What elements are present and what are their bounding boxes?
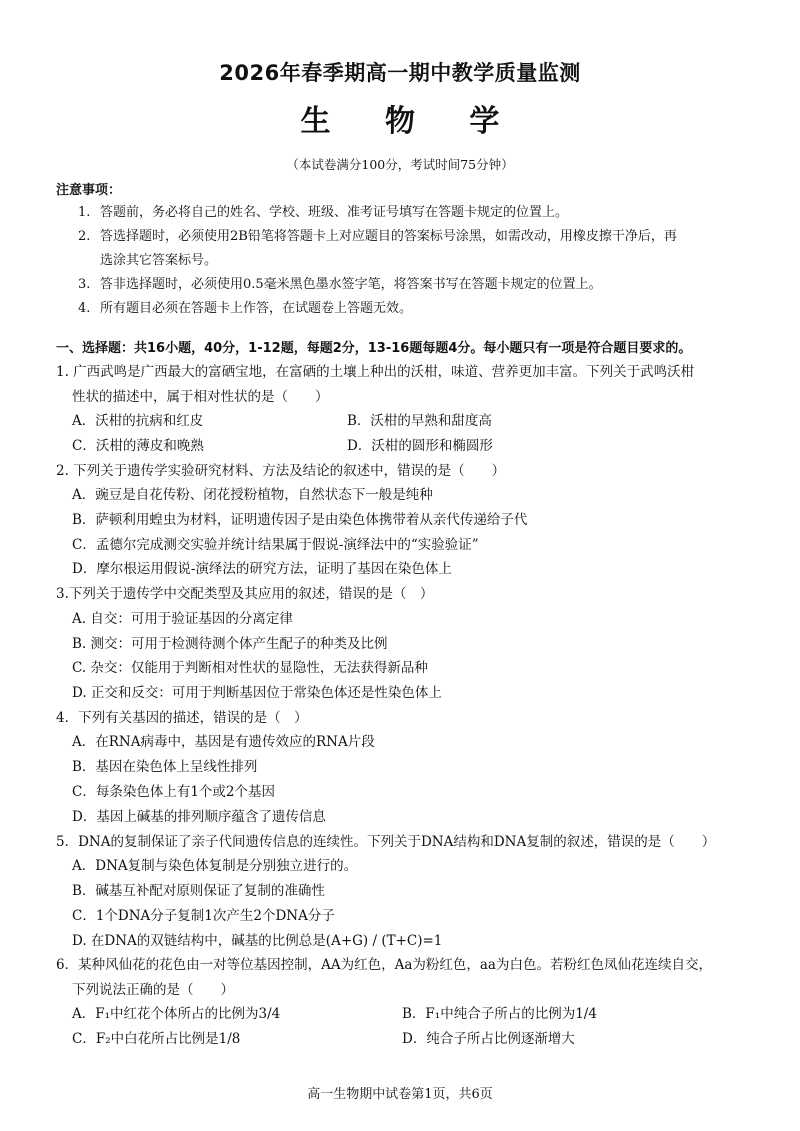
notes-section <box>56 181 756 321</box>
option-row <box>56 656 756 681</box>
option-d: D. 在DNA的双链结构中，碱基的比例总是(A+G) / (T+C)=1 <box>72 932 443 949</box>
option-row <box>56 681 756 706</box>
note-item <box>56 297 756 321</box>
option-a: A．F₁中红花个体所占的比例为3/4 <box>72 1006 281 1023</box>
option-c: C．沃柑的薄皮和晚熟 <box>72 437 204 454</box>
option-b: B．沃柑的早熟和甜度高 <box>347 413 492 429</box>
option-row <box>56 483 756 508</box>
exam-header <box>0 58 800 174</box>
option-c: C．每条染色体上有1个或2个基因 <box>72 784 276 801</box>
option-c: C．1个DNA分子复制1次产生2个DNA分子 <box>72 907 335 924</box>
question-6 <box>56 953 756 1052</box>
option-b: B. 测交：可用于检测待测个体产生配子的种类及比例 <box>72 635 388 652</box>
option-a: A．豌豆是自花传粉、闭花授粉植物，自然状态下一般是纯种 <box>72 487 433 504</box>
question-stem: 2. 下列关于遗传学实验研究材料、方法及结论的叙述中，错误的是（ ） <box>56 462 506 479</box>
note-item <box>56 273 756 297</box>
note-text: 答题前，务必将自己的姓名、学校、班级、准考证号填写在答题卡规定的位置上。 <box>100 205 569 220</box>
note-number: 1. <box>78 205 91 220</box>
option-d: D．纯合子所占比例逐渐增大 <box>402 1031 575 1048</box>
option-d: D．基因上碱基的排列顺序蕴含了遗传信息 <box>72 808 326 825</box>
option-row <box>56 632 756 657</box>
option-row <box>56 533 756 558</box>
notes-title: 注意事项： <box>56 183 122 198</box>
note-number: 4. <box>78 301 91 316</box>
option-row <box>56 557 756 582</box>
section-heading: 一、选择题：共16小题，40分，1-12题，每题2分，13-16题每题4分。每小题只有一项是符合题目要求的。 <box>56 341 692 356</box>
option-c: C. 杂交：仅能用于判断相对性状的显隐性，无法获得新品种 <box>72 660 428 677</box>
question-stem <box>56 953 756 1002</box>
question-stem: 3.下列关于遗传学中交配类型及其应用的叙述，错误的是（ ） <box>56 586 434 603</box>
option-a: A．DNA复制与染色体复制是分别独立进行的。 <box>72 858 358 875</box>
note-text-line: 答选择题时，必须使用2B铅笔将答题卡上对应题目的答案标号涂黑，如需改动，用橡皮擦干净后，再 <box>100 229 677 244</box>
question-5 <box>56 830 756 954</box>
question-stem <box>56 360 756 409</box>
question-4 <box>56 706 756 830</box>
note-item <box>56 225 756 273</box>
option-row <box>56 780 756 805</box>
question-stem-line: 下列说法正确的是（ ） <box>72 981 234 998</box>
question-stem-line: 性状的描述中，属于相对性状的是（ ） <box>72 388 329 405</box>
note-text: 答非选择题时，必须使用0.5毫米黑色墨水签字笔，将答案书写在答题卡规定的位置上。 <box>100 277 602 292</box>
option-row <box>56 755 756 780</box>
question-stem-line: 1. 广西武鸣是广西最大的富硒宝地，在富硒的土壤上种出的沃柑，味道、营养更加丰富。下列关于武鸣沃柑 <box>56 364 695 380</box>
note-item <box>56 201 756 225</box>
option-d: D. 正交和反交：可用于判断基因位于常染色体还是性染色体上 <box>72 685 442 702</box>
option-d: D．摩尔根运用假说-演绎法的研究方法，证明了基因在染色体上 <box>72 561 452 578</box>
option-row <box>56 409 756 434</box>
subject-title: 生 物 学 <box>300 104 522 139</box>
option-row <box>56 607 756 632</box>
question-stem: 5．DNA的复制保证了亲子代间遗传信息的连续性。下列关于DNA结构和DNA复制的叙述，错误的是（ ） <box>56 833 716 850</box>
note-text-line: 选涂其它答案标号。 <box>100 253 218 268</box>
option-row <box>56 1027 756 1052</box>
option-row <box>56 508 756 533</box>
option-b: B．萨顿利用蝗虫为材料，证明遗传因子是由染色体携带着从亲代传递给子代 <box>72 511 528 528</box>
option-row <box>56 434 756 459</box>
note-text <box>100 225 756 273</box>
option-a: A. 自交：可用于验证基因的分离定律 <box>72 610 293 627</box>
option-row <box>56 1002 756 1027</box>
question-2 <box>56 459 756 583</box>
question-1 <box>56 360 756 459</box>
option-d: D．沃柑的圆形和椭圆形 <box>347 437 493 454</box>
question-3 <box>56 582 756 706</box>
note-number: 2. <box>78 229 91 244</box>
question-stem-line: 6．某种风仙花的花色由一对等位基因控制，AA为红色，Aa为粉红色，aa为白色。若粉红色凤仙花连续自交， <box>56 957 712 974</box>
exam-info: （本试卷满分100分，考试时间75分钟） <box>286 157 514 172</box>
option-b: B．碱基互补配对原则保证了复制的准确性 <box>72 882 325 899</box>
option-c: C．孟德尔完成测交实验并统计结果属于假说-演绎法中的“实验验证” <box>72 536 479 553</box>
note-number: 3. <box>78 277 91 292</box>
option-row <box>56 854 756 879</box>
option-row <box>56 929 756 954</box>
option-a: A．在RNA病毒中，基因是有遗传效应的RNA片段 <box>72 734 375 751</box>
option-row <box>56 879 756 904</box>
option-c: C．F₂中白花所占比例是1/8 <box>72 1031 241 1048</box>
question-stem: 4．下列有关基因的描述，错误的是（ ） <box>56 709 308 726</box>
exam-title: 2026年春季期高一期中教学质量监测 <box>219 61 581 85</box>
page-footer: 高一生物期中试卷第1页，共6页 <box>307 1087 493 1102</box>
option-b: B．F₁中纯合子所占的比例为1/4 <box>402 1006 597 1023</box>
option-a: A．沃柑的抗病和红皮 <box>72 413 204 429</box>
option-b: B．基因在染色体上呈线性排列 <box>72 759 258 776</box>
option-row <box>56 730 756 755</box>
note-text: 所有题目必须在答题卡上作答，在试题卷上答题无效。 <box>100 301 413 316</box>
option-row <box>56 805 756 830</box>
option-row <box>56 904 756 929</box>
question-list <box>56 360 756 1052</box>
